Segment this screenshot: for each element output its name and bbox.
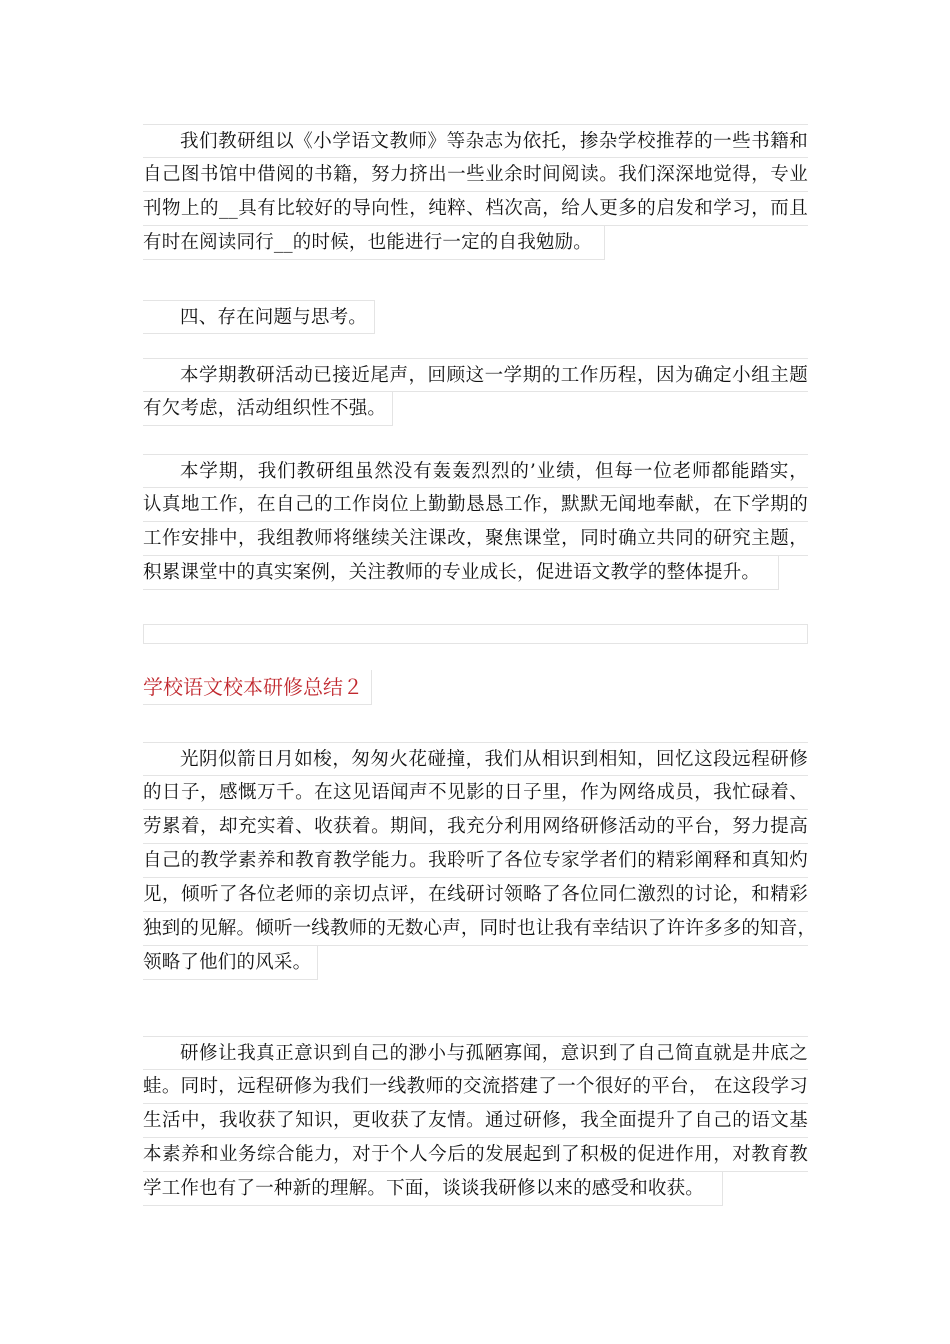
text-line: 四、存在问题与思考。 (143, 300, 375, 334)
text-line: 生活中，我收获了知识，更收获了友情。通过研修，我全面提升了自己的语文基 (143, 1104, 808, 1138)
paragraph-section-four (143, 300, 808, 334)
section-heading: 学校语文校本研修总结２ (143, 670, 372, 705)
paragraph-outlook (143, 454, 808, 590)
text-line: 自己图书馆中借阅的书籍，努力挤出一些业余时间阅读。我们深深地觉得，专业 (143, 158, 808, 192)
text-line: 领略了他们的风采。 (143, 946, 318, 980)
text-line: 积累课堂中的真实案例，关注教师的专业成长，促进语文教学的整体提升。 (143, 556, 779, 590)
text-line: 蛙。同时，远程研修为我们一线教师的交流搭建了一个很好的平台， 在这段学习 (143, 1070, 808, 1104)
text-line: 研修让我真正意识到自己的渺小与孤陋寡闻，意识到了自己简直就是井底之 (143, 1036, 808, 1070)
text-line: 自己的教学素养和教育教学能力。我聆听了各位专家学者们的精彩阐释和真知灼 (143, 844, 808, 878)
text-line: 工作安排中，我组教师将继续关注课改，聚焦课堂，同时确立共同的研究主题， (143, 522, 808, 556)
paragraph-problems (143, 358, 808, 426)
text-line: 认真地工作，在自己的工作岗位上勤勤恳恳工作，默默无闻地奉献，在下学期的 (143, 488, 808, 522)
paragraph-remote-study (143, 742, 817, 980)
text-line: 刊物上的__具有比较好的导向性，纯粹、档次高，给人更多的启发和学习，而且 (143, 192, 808, 226)
text-line: 有时在阅读同行__的时候，也能进行一定的自我勉励。 (143, 226, 605, 260)
paragraph-reflection (143, 1036, 808, 1206)
text-line: 我们教研组以《小学语文教师》等杂志为依托，掺杂学校推荐的一些书籍和 (143, 124, 808, 158)
text-line: 有欠考虑，活动组织性不强。 (143, 392, 393, 426)
text-line: 的日子，感慨万千。在这见语闻声不见影的日子里，作为网络成员，我忙碌着、 (143, 776, 808, 810)
text-line: 见，倾听了各位老师的亲切点评，在线研讨领略了各位同仁激烈的讨论，和精彩 (143, 878, 808, 912)
paragraph-reading (143, 124, 808, 260)
text-line: 本素养和业务综合能力，对于个人今后的发展起到了积极的促进作用，对教育教 (143, 1138, 808, 1172)
text-line: 劳累着，却充实着、收获着。期间，我充分利用网络研修活动的平台，努力提高 (143, 810, 808, 844)
text-line: 本学期教研活动已接近尾声，回顾这一学期的工作历程，因为确定小组主题 (143, 358, 808, 392)
text-line: 学工作也有了一种新的理解。下面，谈谈我研修以来的感受和收获。 (143, 1172, 723, 1206)
text-line: 独到的见解。倾听一线教师的无数心声，同时也让我有幸结识了许许多多的知音， (143, 912, 808, 946)
text-line: 光阴似箭日月如梭，匆匆火花碰撞，我们从相识到相知，回忆这段远程研修 (143, 742, 808, 776)
empty-text-box (143, 624, 808, 644)
text-line: 本学期，我们教研组虽然没有轰轰烈烈的’业绩，但每一位老师都能踏实， (143, 454, 808, 488)
